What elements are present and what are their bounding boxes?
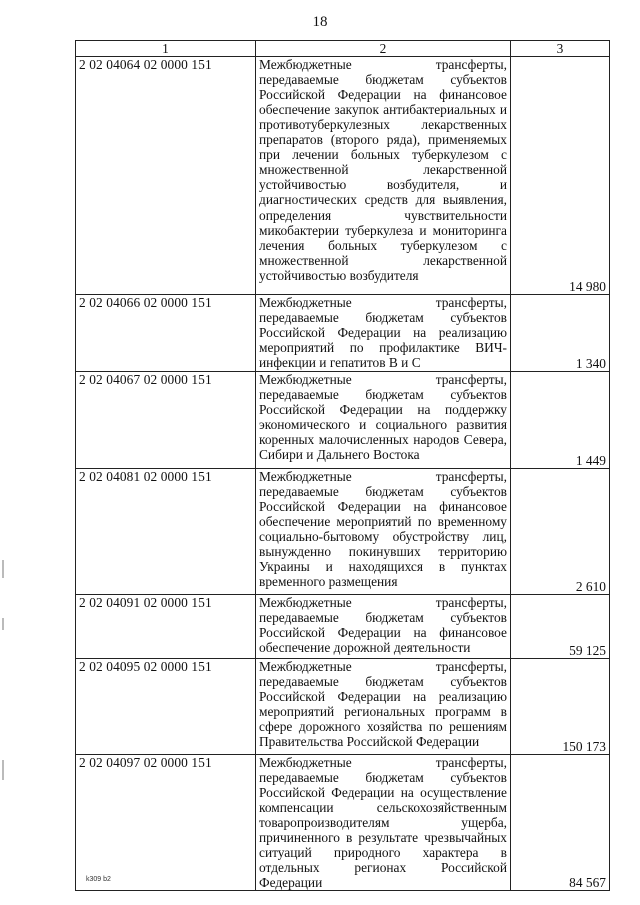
- table-row: [76, 372, 610, 469]
- table-row: [76, 57, 610, 295]
- transfer-description: Межбюджетные трансферты, передаваемые бюджетам субъектов Российской Федерации на реализацию мероприятий по профилактике ВИЧ-инфекции и гепатитов В и С: [256, 295, 511, 372]
- budget-code: 2 02 04095 02 0000 151: [76, 659, 256, 755]
- scan-edge-mark: [2, 618, 4, 630]
- scan-edge-mark: [2, 560, 4, 578]
- transfer-amount: 1 340: [511, 295, 610, 372]
- transfer-description: Межбюджетные трансферты, передаваемые бюджетам субъектов Российской Федерации на реализацию мероприятий региональных программ в сфере дорожного хозяйства по решениям Правительства Российской Федерации: [256, 659, 511, 755]
- transfer-description: Межбюджетные трансферты, передаваемые бюджетам субъектов Российской Федерации на финансовое обеспечение закупок антибактериальных и противотуберкулезных лекарственных препаратов (второго ряда), применяемых при лечении больных туберкулезом с множественной лекарственной устойчивостью возбудителя, и диагностических средств для выявления, определения чувствительности микобактерии туберкулеза и мониторинга лечения больных туберкулезом с множественной лекарственной устойчивостью возбудителя: [256, 57, 511, 295]
- budget-code: 2 02 04067 02 0000 151: [76, 372, 256, 469]
- table-row: [76, 755, 610, 891]
- transfer-description: Межбюджетные трансферты, передаваемые бюджетам субъектов Российской Федерации на финансовое обеспечение дорожной деятельности: [256, 595, 511, 659]
- budget-code: 2 02 04064 02 0000 151: [76, 57, 256, 295]
- budget-code: 2 02 04066 02 0000 151: [76, 295, 256, 372]
- budget-table: [75, 40, 610, 891]
- transfer-amount: 84 567: [511, 755, 610, 891]
- page-number: 18: [312, 14, 328, 30]
- column-header-2: 2: [256, 41, 511, 57]
- scan-edge-mark: [2, 760, 4, 780]
- transfer-description: Межбюджетные трансферты, передаваемые бюджетам субъектов Российской Федерации на поддержку экономического и социального развития коренных малочисленных народов Севера, Сибири и Дальнего Востока: [256, 372, 511, 469]
- table-row: [76, 469, 610, 595]
- transfer-amount: 59 125: [511, 595, 610, 659]
- table-header-row: [76, 41, 610, 57]
- document-code-stamp: k309 b2: [86, 876, 111, 883]
- transfer-amount: 2 610: [511, 469, 610, 595]
- table-row: [76, 595, 610, 659]
- table-row: [76, 659, 610, 755]
- transfer-description: Межбюджетные трансферты, передаваемые бюджетам субъектов Российской Федерации на финансовое обеспечение мероприятий по временному социально-бытовому обустройству лиц, вынужденно покинувших территорию Украины и находящихся в пунктах временного размещения: [256, 469, 511, 595]
- transfer-amount: 14 980: [511, 57, 610, 295]
- budget-code: 2 02 04091 02 0000 151: [76, 595, 256, 659]
- budget-code: 2 02 04081 02 0000 151: [76, 469, 256, 595]
- column-header-3: 3: [511, 41, 610, 57]
- table-row: [76, 295, 610, 372]
- transfer-amount: 150 173: [511, 659, 610, 755]
- column-header-1: 1: [76, 41, 256, 57]
- transfer-description: Межбюджетные трансферты, передаваемые бюджетам субъектов Российской Федерации на осуществление компенсации сельскохозяйственным товаропроизводителям ущерба, причиненного в результате чрезвычайных ситуаций природного характера в отдельных регионах Российской Федерации: [256, 755, 511, 891]
- budget-code: 2 02 04097 02 0000 151: [76, 755, 256, 891]
- transfer-amount: 1 449: [511, 372, 610, 469]
